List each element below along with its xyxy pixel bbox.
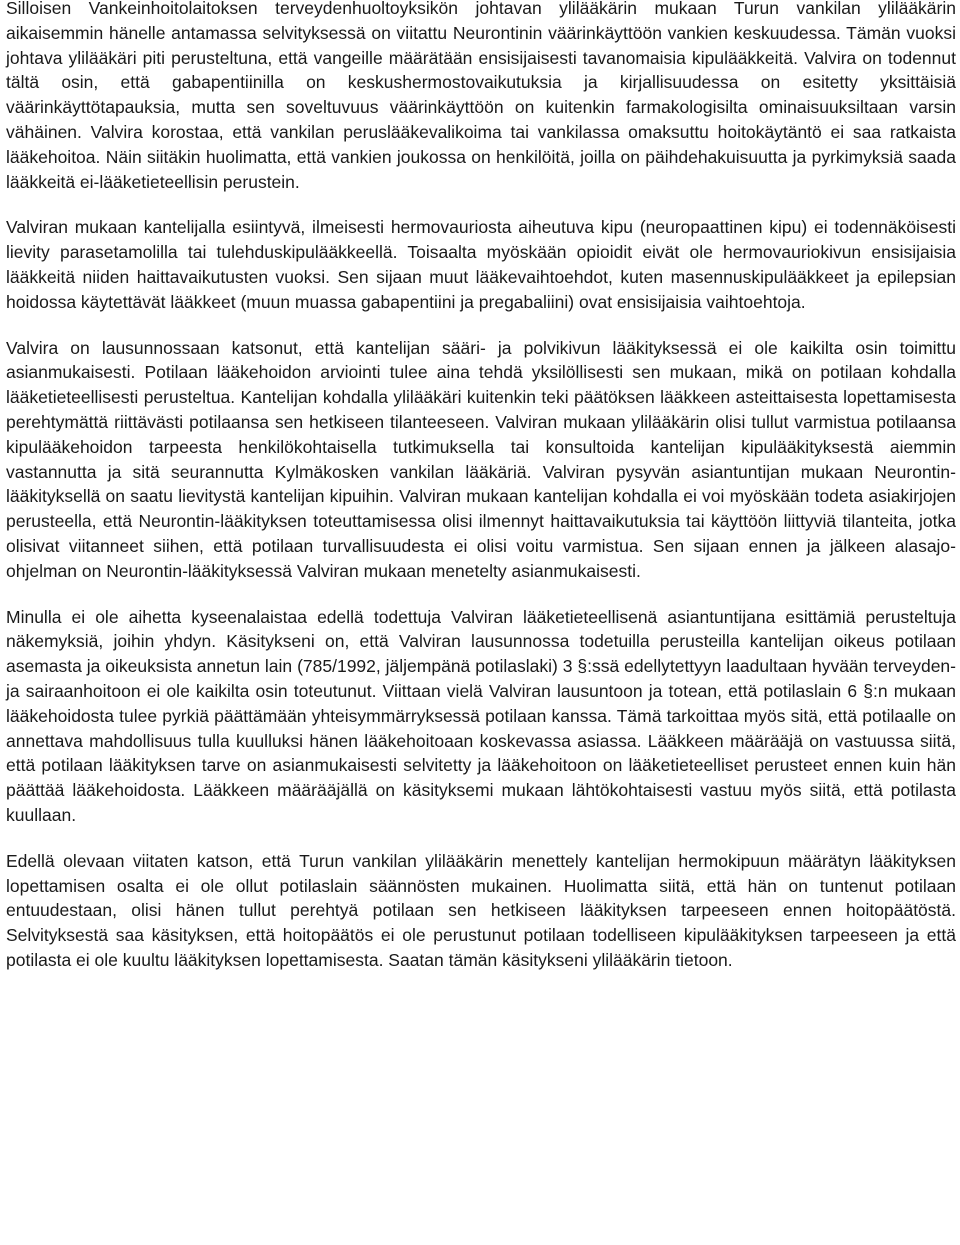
paragraph-neuropathic-pain: Valviran mukaan kantelijalla esiintyvä, ilmeisesti hermovauriosta aiheutuva kipu (neuropaattinen kipu) ei todennäköisesti lievity parasetamolilla tai tulehduskipulääkkeellä. Toisaalta myöskään opioidit eivät ole hermovauriokivun ensisijaisia lääkkeitä niiden haittavaikutusten vuoksi. Sen sijaan muut lääkevaihtoehdot, kuten masennuskipulääkkeet ja epilepsian hoidossa käytettävät lääkkeet (muun muassa gabapentiini ja pregabaliini) ovat ensisijaisia vaihtoehtoja. bbox=[6, 217, 956, 312]
paragraph-neurontin-misuse: Silloisen Vankeinhoitolaitoksen terveydenhuoltoyksikön johtavan ylilääkärin mukaan Turun vankilan ylilääkärin aikaisemmin hänelle antamassa selvityksessä on viitattu Neurontinin väärinkäyttöön vankien keskuudessa. Tämän vuoksi johtava ylilääkäri piti perusteltuna, että vangeille määrätään ensisijaisesti tavanomaisia kipulääkkeitä. Valvira on todennut tältä osin, että gabapentiinilla on keskushermostovaikutuksia ja kirjallisuudessa on esitetty yksittäisiä väärinkäyttötapauksia, mutta sen soveltuvuus väärinkäyttöön on kuitenkin farmakologisilta ominaisuuksiltaan varsin vähäinen. Valvira korostaa, että vankilan peruslääkevalikoima tai vankilassa omaksuttu hoitokäytäntö ei saa ratkaista lääkehoitoa. Näin siitäkin huolimatta, että vankien joukossa on henkilöitä, joilla on päihdehakuisuutta ja pyrkimyksiä saada lääkkeitä ei-lääketieteellisin perustein. bbox=[6, 0, 956, 192]
paragraph-ombudsman-view: Minulla ei ole aihetta kyseenalaistaa edellä todettuja Valviran lääketieteellisenä asiantuntijana esittämiä perusteltuja näkemyksiä, joihin yhdyn. Käsitykseni on, että Valviran lausunnossa todetuilla perusteilla kantelijan oikeus potilaan asemasta ja oikeuksista annetun lain (785/1992, jäljempänä potilaslaki) 3 §:ssä edellytettyyn laadultaan hyvään terveyden- ja sairaanhoitoon ei ole kaikilta osin toteutunut. Viittaan vielä Valviran lausuntoon ja totean, että potilaslain 6 §:n mukaan lääkehoidosta tulee pyrkiä päättämään yhteisymmärryksessä potilaan kanssa. Tämä tarkoittaa myös sitä, että potilaalle on annettava mahdollisuus tulla kuulluksi hänen lääkehoitoaan koskevassa asiassa. Lääkkeen määrääjä on vastuussa siitä, että potilaan lääkityksen tarve on asianmukaisesti selvitetty ja lääkehoitoon on lääketieteelliset perusteet ennen kuin hän päättää lääkehoidosta. Lääkkeen määrääjällä on käsityksemi mukaan lähtökohtaisesti vastuu myös siitä, että potilasta kuullaan. bbox=[6, 606, 956, 825]
paragraph-conclusion: Edellä olevaan viitaten katson, että Turun vankilan ylilääkärin menettely kantelijan hermokipuun määrätyn lääkityksen lopettamisen osalta ei ole ollut potilaslain säännösten mukainen. Huolimatta siitä, että hän on tuntenut potilaan entuudestaan, olisi hänen tullut perehtyä potilaan sen hetkiseen lääkityksen tarpeeseen ennen hoitopäätöstä. Selvityksestä saa käsityksen, että hoitopäätös ei ole perustunut potilaan todelliseen kipulääkityksen tarpeeseen ja että potilasta ei ole kuultu lääkityksen lopettamisesta. Saatan tämän käsitykseni ylilääkärin tietoon. bbox=[6, 850, 956, 970]
paragraph-valvira-statement: Valvira on lausunnossaan katsonut, että kantelijan sääri- ja polvikivun lääkityksessä ei ole kaikilta osin toimittu asianmukaisesti. Potilaan lääkehoidon arviointi tulee aina tehdä yksilöllisesti sen mukaan, mikä on potilaan kohdalla lääketieteellisesti perusteltua. Kantelijan kohdalla ylilääkäri kuitenkin teki päätöksen lääkkeen asteittaisesta lopettamisesta perehtymättä riittävästi potilaansa sen hetkiseen tilanteeseen. Valviran mukaan ylilääkärin olisi tullut varmistua potilaansa kipulääkehoidon tarpeesta henkilökohtaisella tutkimuksella tai konsultoida kantelijan kipulääkityksestä aiemmin vastannutta ja sitä seurannutta Kylmäkosken vankilan lääkäriä. Valviran pysyvän asiantuntijan mukaan Neurontin-lääkityksellä on saatu lievitystä kantelijan kipuihin. Valviran mukaan kantelijan kohdalla ei voi myöskään todeta asiakirjojen perusteella, että Neurontin-lääkityksen toteuttamisessa olisi ilmennyt haittavaikutuksia tai käyttöön liittyviä tilanteita, jotka olisivat viitanneet siihen, että potilaan turvallisuudesta ei olisi voitu varmistua. Sen sijaan ennen ja jälkeen alasajo-ohjelman on Neurontin-lääkityksessä Valviran mukaan menetelty asianmukaisesti. bbox=[6, 337, 956, 581]
